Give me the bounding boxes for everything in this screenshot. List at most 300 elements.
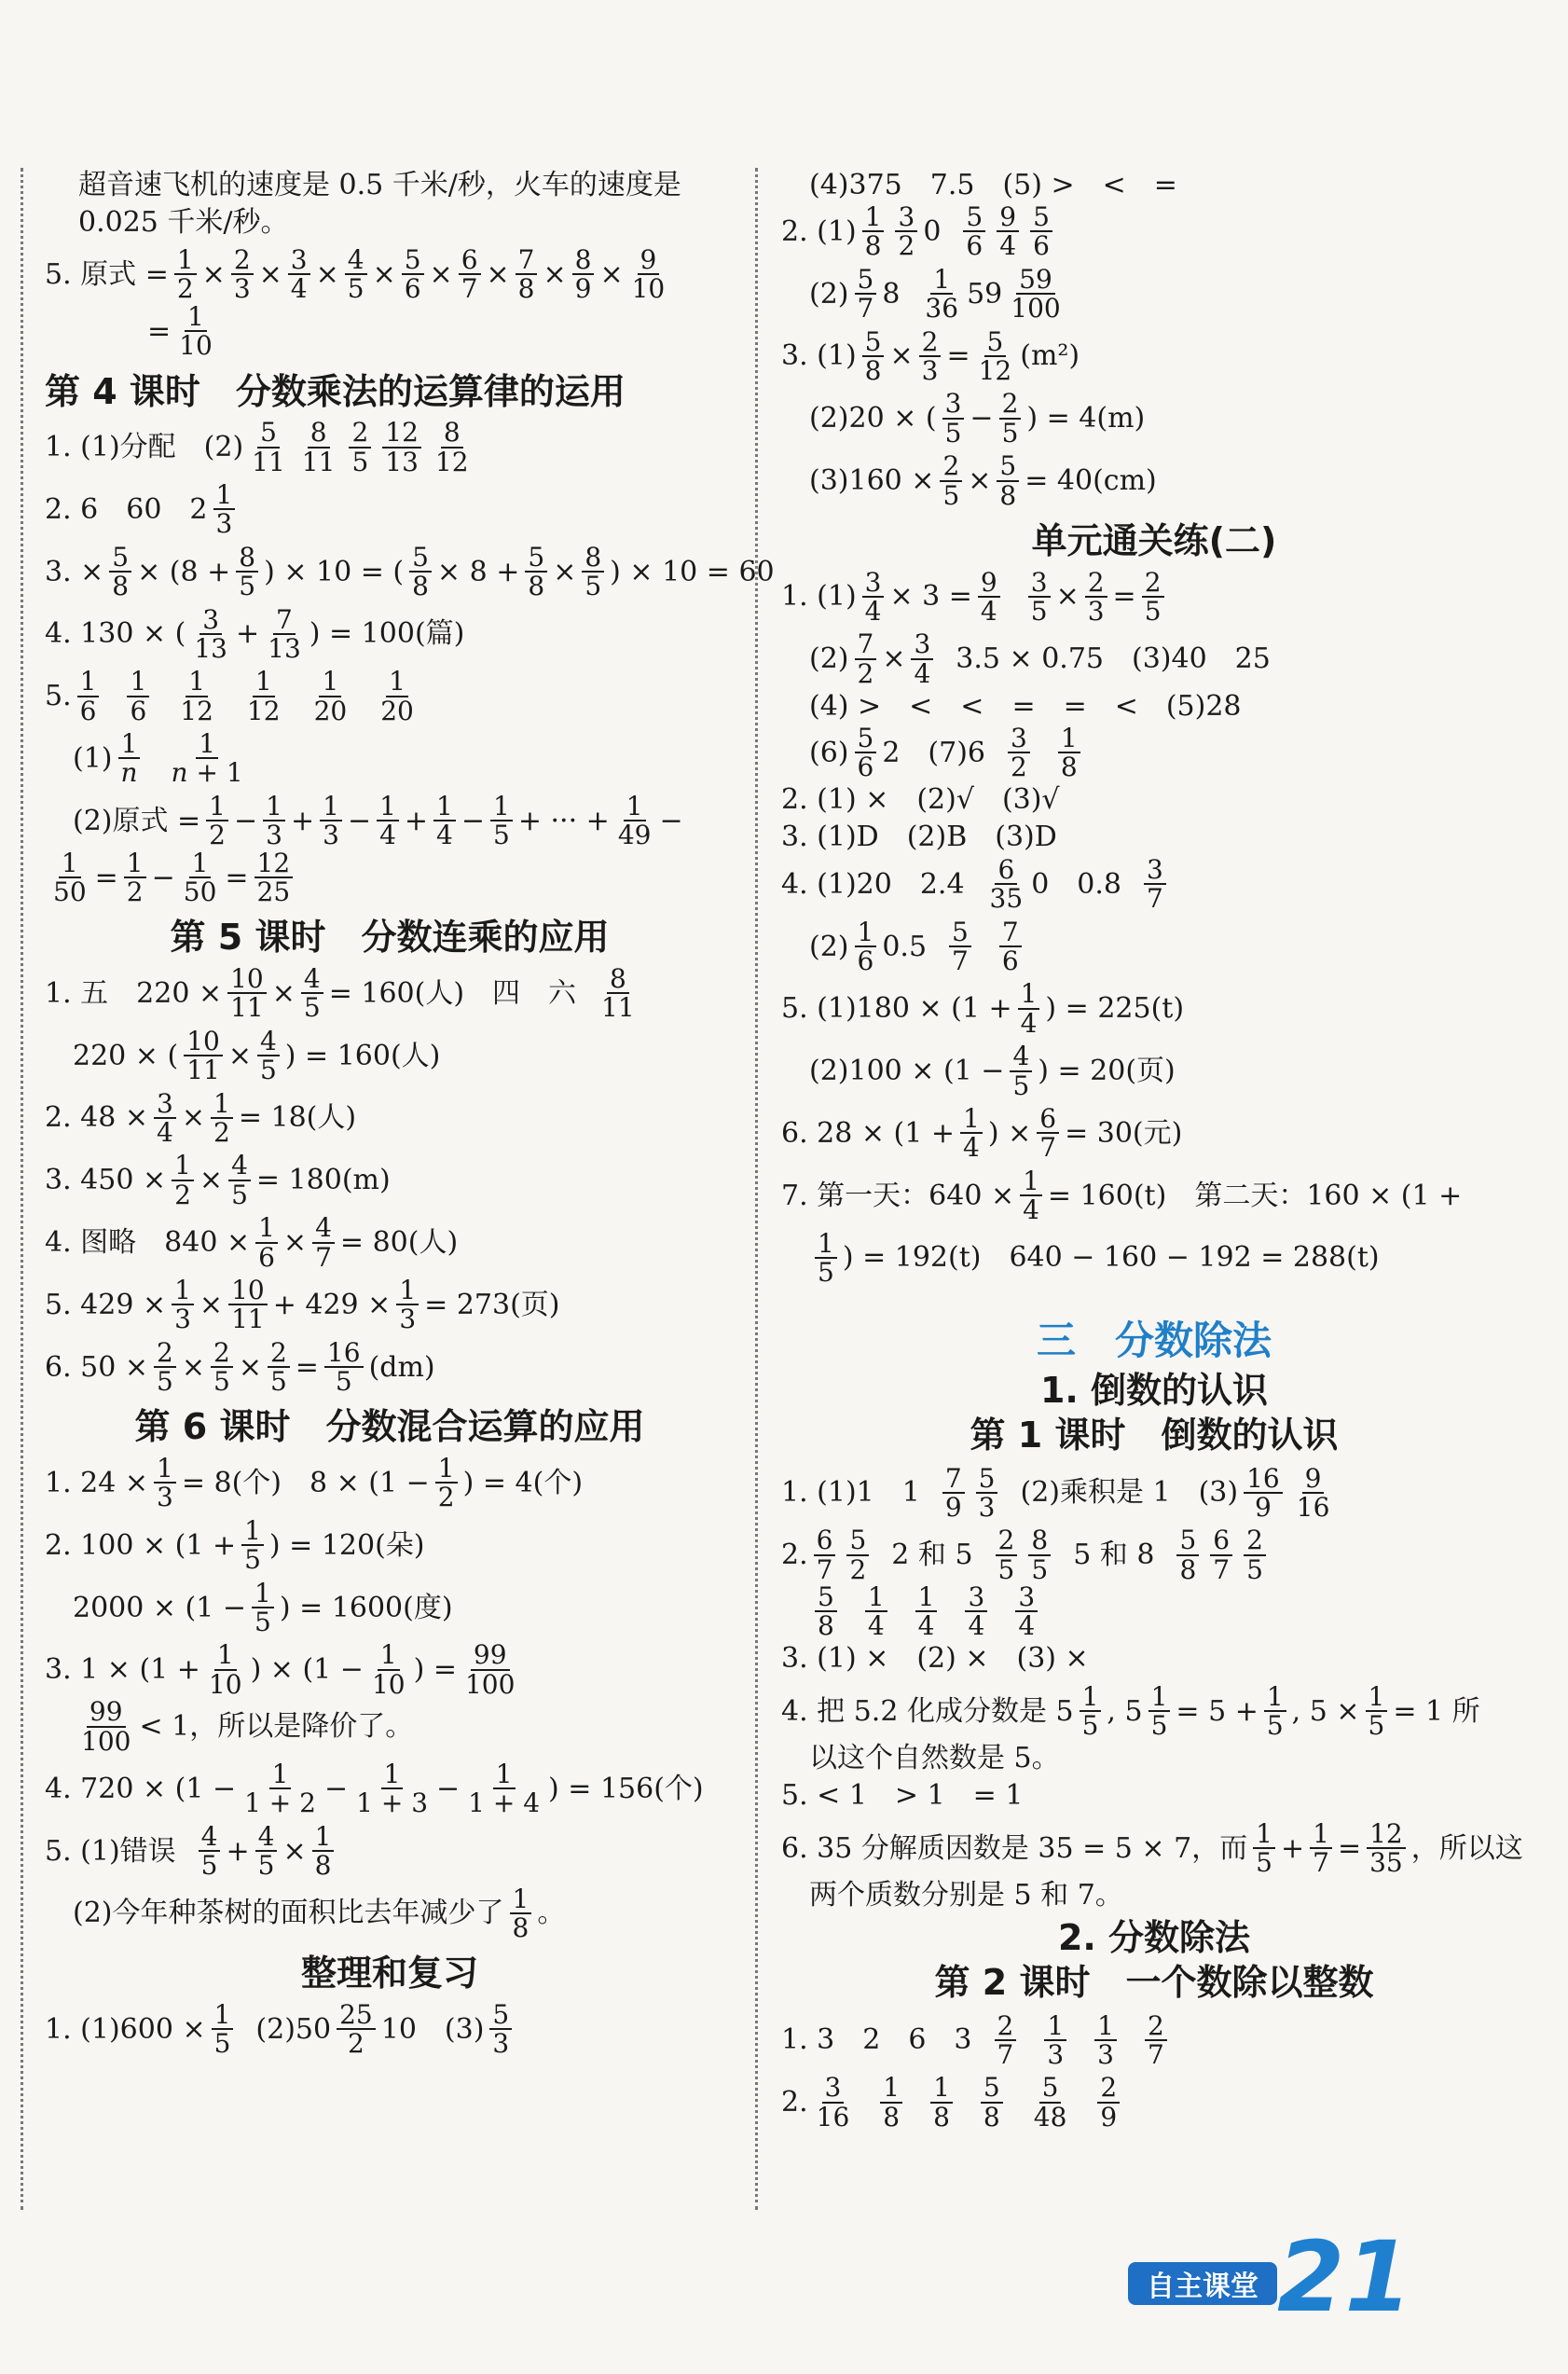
fraction: $\frac{1}{3}$: [1044, 2012, 1066, 2069]
fraction: $\frac{5}{48}$: [1033, 2072, 1067, 2132]
answer-line: [45, 541, 775, 602]
fraction: $\frac{5}{3}$: [489, 2001, 512, 2058]
fraction: $\frac{1}{1 + 4}$: [468, 1758, 541, 1819]
fraction: $\frac{1}{6}$: [77, 668, 100, 725]
answer-line: [781, 166, 1527, 203]
fraction: $\frac{2}{5}$: [1244, 1526, 1266, 1583]
answer-text: 3. 1 × (1 +: [45, 1653, 200, 1687]
fraction: $\frac{5}{2}$: [846, 1526, 869, 1583]
answer-text: ) = 225(t): [1045, 992, 1185, 1026]
answer-text: 3. (1): [781, 339, 857, 373]
answer-line: [45, 668, 735, 725]
answer-text: 2. (1) × (2)√ (3)√: [781, 783, 1060, 817]
fraction: $\frac{10}{11}$: [227, 965, 267, 1022]
fraction: $\frac{8}{12}$: [434, 417, 469, 477]
answer-text: 2. 100 × (1 +: [45, 1528, 237, 1562]
answer-line: (3)160 × $\frac{2}{5}$ × $\frac{5}{8}$ = 40(cm): [809, 450, 1157, 511]
answer-text: = 5 +: [1176, 1694, 1259, 1728]
fraction: $\frac{5}{6}$: [1030, 203, 1052, 260]
fraction: $\frac{6}{7}$: [1037, 1105, 1059, 1162]
answer-line: [781, 1640, 1527, 1677]
answer-line: 6. 50 × $\frac{2}{5}$ × $\frac{2}{5}$ × $\frac{2}{5}$ = $\frac{16}{5}$ (dm): [45, 1336, 435, 1398]
answer-line: [781, 918, 1527, 975]
fraction: $\frac{5}{6}$: [963, 203, 985, 260]
answer-line: [45, 1641, 735, 1698]
answer-text: 1. (1): [781, 580, 857, 614]
fraction: $\frac{1}{49}$: [617, 790, 652, 851]
fraction: $\frac{1}{4}$: [1018, 980, 1040, 1037]
answer-line: 6. 35 分解质因数是 35 = 5 × 7，而 $\frac{1}{5}$ + $\frac{1}{7}$ = $\frac{12}{35}$ ，所以这: [781, 1817, 1523, 1879]
answer-line: [45, 419, 735, 476]
answer-text: ×: [553, 555, 577, 588]
fraction: $\frac{8}{5}$: [582, 544, 604, 600]
fraction: $\frac{6}{7}$: [814, 1526, 836, 1583]
answer-text: 1. (1)1 1: [781, 1476, 920, 1510]
subsection-title: 1. 倒数的认识: [1039, 1370, 1269, 1412]
fraction: $\frac{2}{5}$: [1142, 569, 1164, 626]
page-number: 21: [1277, 2220, 1412, 2334]
answer-text: (2)原式 =: [73, 804, 201, 837]
answer-text: 0: [923, 214, 942, 248]
fraction: $\frac{1}{5}$: [1148, 1683, 1171, 1740]
fraction: $\frac{1}{50}$: [183, 847, 217, 908]
fraction: $\frac{2}{3}$: [1085, 569, 1107, 626]
fraction: $\frac{1}{8}$: [510, 1885, 532, 1942]
answer-text: 5. 429 ×: [45, 1288, 167, 1321]
answer-text: 3. (1) × (2) × (3) ×: [781, 1642, 1089, 1676]
fraction: $\frac{1}{8}$: [1058, 725, 1080, 781]
answer-text: 1. 五 220 ×: [45, 976, 223, 1010]
fraction: $\frac{1}{8}$: [312, 1823, 335, 1880]
answer-line: 4. 图略 840 × $\frac{1}{6}$ × $\frac{4}{7}$ = 80(人): [45, 1212, 459, 1273]
answer-text: =: [147, 314, 172, 348]
answer-text: 0.5: [882, 930, 928, 963]
fraction: $\frac{2}{5}$: [154, 1339, 176, 1396]
answer-line: [781, 853, 1527, 915]
fraction: $\frac{3}{2}$: [895, 203, 917, 260]
fraction: $\frac{1}{5}$: [252, 1580, 274, 1636]
fraction: $\frac{3}{4}$: [288, 246, 310, 303]
fraction: $\frac{4}{5}$: [1010, 1042, 1032, 1099]
fraction: $\frac{99}{100}$: [464, 1639, 516, 1700]
answer-text: 220 × (: [73, 1039, 179, 1072]
answer-text: 7. 第一天：640 ×: [781, 1179, 1015, 1212]
fraction: $\frac{2}{9}$: [1097, 2074, 1120, 2131]
fraction: $\frac{1}{50}$: [53, 847, 87, 908]
answer-line: [781, 1876, 1527, 1913]
fraction: $\frac{2}{7}$: [1145, 2012, 1167, 2069]
dotted-divider-left: [21, 168, 23, 2210]
fraction: $\frac{3}{4}$: [1015, 1583, 1038, 1640]
fraction: $\frac{99}{100}$: [81, 1696, 131, 1757]
answer-text: 5. (1)180 × (1 +: [781, 992, 1012, 1026]
answer-text: × 8 +: [436, 555, 520, 588]
answer-line: [781, 819, 1527, 856]
answer-text: 6. 35 分解质因数是 35 = 5 × 7，而: [781, 1831, 1248, 1865]
answer-text: 2 和 5: [891, 1539, 973, 1572]
fraction: $\frac{3}{7}$: [1144, 856, 1166, 913]
answer-line: [781, 263, 1527, 324]
fraction: $\frac{1}{4}$: [1020, 1167, 1042, 1224]
answer-text: ) = 20(页): [1038, 1055, 1176, 1088]
fraction: $\frac{5}{8}$: [815, 1583, 837, 1640]
answer-line: [781, 725, 1527, 781]
fraction: $\frac{5}{7}$: [855, 266, 877, 323]
answer-text: < 1，所以是降价了。: [139, 1710, 414, 1744]
fraction: $\frac{2}{7}$: [995, 2012, 1017, 2069]
answer-line: [45, 1885, 735, 1942]
answer-text: ) × 10 = 60: [610, 555, 775, 588]
answer-text: = 273(页): [424, 1288, 560, 1321]
answer-line: 4. 把 5.2 化成分数是 5 $\frac{1}{5}$ , 5 $\frac{1}{5}$ = 5 + $\frac{1}{5}$ , 5 × $\frac{1}{5}$ = 1 所: [781, 1680, 1480, 1742]
answer-text: (2)50: [255, 2012, 332, 2046]
answer-line: [781, 2009, 1527, 2070]
fraction: $\frac{6}{7}$: [1210, 1526, 1232, 1583]
section-heading: 第 4 课时 分数乘法的运算律的运用: [45, 370, 626, 412]
answer-line: [781, 1167, 1527, 1224]
answer-line: 6. 28 × (1 + $\frac{1}{4}$ ) × $\frac{6}{7}$ = 30(元): [781, 1102, 1183, 1164]
answer-text: (2)今年种茶树的面积比去年减少了: [73, 1897, 504, 1930]
answer-text: ) = 160(人): [284, 1039, 441, 1072]
section-heading: 第 6 课时 分数混合运算的应用: [134, 1406, 645, 1448]
fraction: $\frac{6}{35}$: [989, 853, 1024, 915]
answer-text: 3. (1)D (2)B (3)D: [781, 821, 1057, 854]
answer-line: [781, 1227, 1527, 1288]
fraction: $\frac{3}{5}$: [942, 390, 965, 447]
fraction: $\frac{1}{4}$: [865, 1583, 887, 1640]
section-heading: 第 2 课时 一个数除以整数: [934, 1962, 1374, 2003]
answer-text: 3. 450 ×: [45, 1164, 167, 1197]
fraction: $\frac{5}{12}$: [978, 325, 1012, 386]
fraction: $\frac{7}{6}$: [999, 918, 1022, 975]
answer-text: ，所以这: [1410, 1831, 1523, 1865]
answer-text: ) = 100(篇): [309, 617, 465, 651]
answer-text: 2 (7)6: [882, 736, 985, 769]
answer-text: 以这个自然数是 5。: [809, 1742, 1060, 1775]
fraction: $\frac{2}{3}$: [231, 246, 254, 303]
fraction: $\frac{16}{9}$: [1244, 1465, 1283, 1522]
fraction: $\frac{1}{2}$: [211, 1090, 233, 1147]
fraction: $\frac{3}{2}$: [1008, 725, 1030, 781]
answer-line: [45, 1698, 735, 1755]
fraction: $\frac{5}{6}$: [855, 725, 877, 781]
answer-text: 2.: [781, 2086, 808, 2119]
fraction: $\frac{12}{35}$: [1367, 1820, 1406, 1877]
answer-text: (1): [73, 741, 113, 775]
answer-text: ) × 10 = (: [264, 555, 405, 588]
fraction: $\frac{4}{5}$: [345, 246, 367, 303]
fraction: $\frac{5}{8}$: [409, 544, 432, 600]
answer-text: 1. 24 ×: [45, 1466, 149, 1499]
answer-text: (4) > < < = = < (5)28: [809, 689, 1242, 723]
fraction: $\frac{10}{11}$: [184, 1028, 223, 1084]
fraction: $\frac{2}{3}$: [919, 328, 942, 385]
fraction: $\frac{7}{13}$: [268, 603, 301, 664]
answer-line: [781, 1462, 1527, 1523]
answer-text: 2. 6 60 2: [45, 492, 208, 526]
answer-text: 59: [967, 277, 1003, 311]
fraction: $\frac{1}{12}$: [180, 666, 213, 726]
fraction: $\frac{5}{8}$: [525, 544, 547, 600]
fraction: $\frac{1}{3}$: [172, 1277, 194, 1333]
answer-line: 3. 450 × $\frac{1}{2}$ × $\frac{4}{5}$ = 180(m): [45, 1150, 391, 1210]
fraction: $\frac{1}{4}$: [960, 1105, 983, 1162]
answer-line: [45, 603, 735, 664]
fraction: $\frac{1}{3}$: [396, 1277, 419, 1333]
fraction: $\frac{4}{5}$: [257, 1028, 280, 1084]
answer-text: 3.5 × 0.75 (3)40 25: [956, 642, 1271, 676]
fraction: $\frac{2}{5}$: [268, 1339, 290, 1396]
subsection-title: 2. 分数除法: [1057, 1917, 1251, 1959]
fraction: $\frac{3}{4}$: [911, 630, 933, 687]
fraction: $\frac{5}{8}$: [997, 452, 1019, 509]
answer-text: = 18(人): [238, 1101, 357, 1135]
answer-text: 2.: [781, 1539, 808, 1572]
answer-line: [45, 1577, 735, 1638]
fraction: $\frac{1}{4}$: [377, 793, 399, 849]
answer-line: [781, 1740, 1527, 1777]
fraction: $\frac{1}{20}$: [380, 666, 414, 726]
fraction: $\frac{2}{5}$: [940, 452, 962, 509]
fraction: $\frac{1}{5}$: [815, 1230, 837, 1287]
answer-text: ) = 4(m): [1026, 402, 1146, 435]
answer-line: [781, 980, 1527, 1037]
fraction: $\frac{1}{10}$: [208, 1639, 242, 1700]
fraction: $\frac{5}{3}$: [976, 1465, 998, 1522]
fraction: $\frac{1}{2}$: [174, 246, 197, 303]
fraction: $\frac{1}{n}$: [118, 730, 141, 787]
fraction: $\frac{1}{5}$: [1080, 1683, 1102, 1740]
answer-text: 4. (1)20 2.4: [781, 867, 965, 901]
answer-line: [45, 300, 735, 362]
answer-text: 5 和 8: [1073, 1539, 1155, 1572]
answer-line: (2) $\frac{7}{2}$ × $\frac{3}{4}$ 3.5 × 0.75 (3)40 25: [809, 628, 1271, 689]
fraction: $\frac{9}{4}$: [997, 203, 1019, 260]
fraction: $\frac{1}{n + 1}$: [171, 728, 243, 789]
answer-line: [781, 781, 1527, 819]
answer-text: 3. ×: [45, 555, 104, 588]
answer-line: [45, 1998, 735, 2060]
answer-text: = 30(元): [1065, 1116, 1183, 1150]
answer-text: (dm): [368, 1350, 435, 1384]
answer-text: 5. 原式 =: [45, 257, 169, 291]
answer-text: = 40(cm): [1025, 464, 1157, 498]
fraction: $\frac{5}{11}$: [252, 417, 285, 477]
fraction: $\frac{1}{4}$: [915, 1583, 938, 1640]
answer-line: 3. (1) $\frac{5}{8}$ × $\frac{2}{3}$ = $\frac{5}{12}$ (m²): [781, 325, 1080, 386]
fraction: $\frac{1}{3}$: [1094, 2012, 1117, 2069]
answer-text: = 160(t) 第二天：160 × (1 +: [1047, 1179, 1463, 1212]
chapter-title: 三 分数除法: [1036, 1318, 1272, 1364]
fraction: $\frac{1}{36}$: [925, 263, 959, 324]
answer-text: (2): [809, 277, 849, 311]
fraction: $\frac{1}{5}$: [241, 1517, 264, 1574]
fraction: $\frac{12}{13}$: [382, 419, 421, 476]
fraction: $\frac{1}{6}$: [255, 1214, 278, 1271]
fraction: $\frac{1}{5}$: [490, 793, 513, 849]
fraction: $\frac{59}{100}$: [1011, 263, 1061, 324]
fraction: $\frac{9}{16}$: [1296, 1462, 1330, 1523]
answer-text: ) = 4(个): [462, 1466, 584, 1499]
answer-text: ) = 120(朵): [268, 1528, 425, 1562]
fraction: $\frac{1}{5}$: [1366, 1683, 1388, 1740]
fraction: $\frac{9}{4}$: [978, 569, 1000, 626]
section-heading: 单元通关练(二): [1031, 519, 1277, 561]
answer-line: [45, 478, 735, 540]
fraction: $\frac{1}{8}$: [880, 2074, 902, 2131]
answer-text: 5. < 1 > 1 = 1: [781, 1779, 1024, 1813]
fraction: $\frac{8}{9}$: [572, 246, 595, 303]
answer-line: [781, 203, 1527, 260]
answer-text: ) = 192(t) 640 − 160 − 192 = 288(t): [842, 1241, 1380, 1275]
answer-text: 超音速飞机的速度是 0.5 千米/秒，火车的速度是: [78, 168, 681, 201]
fraction: $\frac{3}{16}$: [816, 2072, 850, 2132]
fraction: $\frac{3}{4}$: [965, 1583, 987, 1640]
answer-line: 1. (1) $\frac{3}{4}$ × 3 = $\frac{9}{4}$ $\frac{3}{5}$ × $\frac{2}{3}$ = $\frac{2}{5}$: [781, 569, 1527, 626]
fraction: $\frac{6}{7}$: [459, 246, 481, 303]
answer-text: × 3 =: [889, 580, 972, 614]
fraction: $\frac{5}{8}$: [981, 2074, 1003, 2131]
fraction: $\frac{1}{3}$: [213, 481, 236, 538]
answer-text: (3)160 ×: [809, 464, 935, 498]
fraction: $\frac{5}{7}$: [949, 918, 971, 975]
answer-text: = 160(人) 四 六: [328, 976, 577, 1010]
fraction: $\frac{1}{5}$: [1253, 1820, 1275, 1877]
answer-line: [781, 2074, 1527, 2131]
series-label: 自主课堂: [1128, 2262, 1277, 2305]
answer-text: 6. 28 × (1 +: [781, 1116, 956, 1150]
fraction: $\frac{4}{7}$: [312, 1214, 335, 1271]
fraction: $\frac{1}{5}$: [212, 2001, 234, 2058]
fraction: $\frac{4}{5}$: [301, 965, 323, 1022]
answer-text: 4. 把 5.2 化成分数是 5: [781, 1694, 1074, 1728]
answer-text: 1. (1)分配 (2): [45, 431, 244, 464]
fraction: $\frac{1}{5}$: [1264, 1683, 1286, 1740]
fraction: $\frac{25}{2}$: [337, 2001, 376, 2058]
fraction: $\frac{8}{5}$: [1028, 1526, 1051, 1583]
fraction: $\frac{7}{9}$: [942, 1465, 965, 1522]
answer-line: (2)原式 = $\frac{1}{2}$ − $\frac{1}{3}$ + $\frac{1}{3}$ − $\frac{1}{4}$ + $\frac{1}{4}$ − $\frac{1}{5}$ + ··· + $\frac{1}{49}$ −: [73, 790, 683, 851]
fraction: $\frac{3}{4}$: [154, 1090, 176, 1147]
answer-text: ) =: [413, 1653, 457, 1687]
answer-text: + ··· +: [517, 804, 610, 837]
answer-text: 5.: [45, 680, 72, 713]
answer-text: (2)100 × (1 −: [809, 1055, 1005, 1088]
answer-line: 2. 48 × $\frac{3}{4}$ × $\frac{1}{2}$ = 18(人): [45, 1087, 357, 1148]
left-column: [45, 166, 775, 2060]
answer-text: (6): [809, 736, 849, 769]
answer-text: + 429 ×: [272, 1288, 392, 1321]
fraction: $\frac{1}{7}$: [1310, 1820, 1332, 1877]
answer-line: $\frac{1}{50}$ = $\frac{1}{2}$ − $\frac{1}{50}$ = $\frac{12}{25}$: [45, 849, 735, 906]
answer-line: [45, 730, 735, 787]
answer-text: (2): [809, 642, 849, 676]
fraction: $\frac{8}{11}$: [301, 417, 336, 477]
fraction: $\frac{3}{5}$: [1028, 569, 1051, 626]
fraction: $\frac{1}{6}$: [127, 668, 149, 725]
answer-text: 1. (1)600 ×: [45, 2012, 206, 2046]
fraction: $\frac{1}{1 + 3}$: [356, 1758, 429, 1819]
fraction: $\frac{8}{5}$: [236, 544, 258, 600]
section-heading: 第 1 课时 倒数的认识: [970, 1414, 1339, 1456]
answer-line: [45, 166, 735, 203]
answer-text: 8: [882, 277, 901, 311]
answer-text: 10 (3): [380, 2012, 485, 2046]
answer-text: = 80(人): [339, 1226, 459, 1260]
answer-text: 6. 50 ×: [45, 1350, 149, 1384]
section-heading: 第 5 课时 分数连乘的应用: [170, 917, 610, 959]
fraction: $\frac{1}{8}$: [862, 203, 885, 260]
answer-line: [781, 687, 1527, 725]
answer-text: = 1 所: [1393, 1694, 1480, 1728]
fraction: $\frac{9}{10}$: [631, 244, 666, 305]
answer-text: 5. (1)错误: [45, 1834, 176, 1868]
answer-text: ) = 156(个): [548, 1772, 704, 1805]
fraction: $\frac{3}{4}$: [862, 569, 885, 626]
answer-text: 4. 720 × (1 −: [45, 1772, 237, 1805]
answer-text: × (8 +: [137, 555, 231, 588]
answer-text: (m²): [1020, 339, 1080, 373]
answer-text: 两个质数分别是 5 和 7。: [809, 1878, 1123, 1912]
answer-line: 1. 五 220 × $\frac{10}{11}$ × $\frac{4}{5}$ = 160(人) 四 六 $\frac{8}{11}$: [45, 965, 735, 1022]
fraction: $\frac{8}{11}$: [601, 963, 635, 1024]
fraction: $\frac{1}{8}$: [930, 2074, 953, 2131]
section-heading: 整理和复习: [300, 1953, 478, 1994]
fraction: $\frac{16}{5}$: [324, 1339, 364, 1396]
fraction: $\frac{1}{1 + 2}$: [244, 1758, 316, 1819]
answer-text: +: [235, 617, 260, 651]
answer-line: 220 × ( $\frac{10}{11}$ × $\frac{4}{5}$ ) = 160(人): [73, 1025, 441, 1086]
fraction: $\frac{1}{10}$: [179, 300, 213, 362]
fraction: $\frac{5}{6}$: [402, 246, 424, 303]
answer-text: = 8(个) 8 × (1 −: [181, 1466, 430, 1499]
dotted-divider-middle: [755, 168, 758, 2210]
fraction: $\frac{1}{3}$: [154, 1455, 176, 1511]
answer-text: 。: [537, 1897, 566, 1930]
fraction: $\frac{4}{5}$: [228, 1152, 251, 1208]
fraction: $\frac{1}{6}$: [855, 918, 877, 975]
fraction: $\frac{1}{2}$: [206, 793, 228, 849]
answer-text: 0 0.8: [1031, 867, 1121, 901]
fraction: $\frac{2}{5}$: [996, 1526, 1018, 1583]
answer-text: 0.025 千米/秒。: [78, 205, 289, 239]
fraction: $\frac{4}{5}$: [199, 1823, 221, 1880]
answer-text: 4. 图略 840 ×: [45, 1226, 251, 1260]
answer-text: = 180(m): [255, 1164, 391, 1197]
answer-text: 2. 48 ×: [45, 1101, 149, 1135]
answer-text: 1. 3 2 6 3: [781, 2023, 972, 2057]
answer-text: (2)乘积是 1 (3): [1020, 1476, 1239, 1510]
answer-line: 4. 720 × (1 − $\frac{1}{1 + 2}$ − $\frac{1}{1 + 3}$ − $\frac{1}{1 + 4}$ ) = 156(个): [45, 1758, 704, 1819]
right-column: [781, 166, 1527, 2131]
fraction: $\frac{1}{3}$: [263, 793, 285, 849]
fraction: $\frac{2}{5}$: [999, 390, 1022, 447]
answer-text: 2000 × (1 −: [73, 1591, 247, 1624]
answer-line: [45, 1514, 735, 1576]
fraction: $\frac{1}{2}$: [435, 1455, 458, 1511]
answer-line: 5. 原式 = $\frac{1}{2}$ × $\frac{2}{3}$ × $\frac{3}{4}$ × $\frac{4}{5}$ × $\frac{5}{6}$ × $\frac{6}{7}$ × $\frac{7}{8}$ × $\frac{8}{9}$ × $\frac{9}{10}$: [45, 246, 735, 303]
answer-text: (2)20 × (: [809, 402, 937, 435]
fraction: $\frac{5}{8}$: [1176, 1526, 1199, 1583]
answer-text: 4. 130 × (: [45, 617, 186, 651]
fraction: $\frac{7}{8}$: [516, 246, 538, 303]
fraction: $\frac{1}{2}$: [124, 849, 146, 906]
answer-line: [45, 1455, 735, 1511]
fraction: $\frac{7}{2}$: [855, 630, 877, 687]
answer-line: 5. 429 × $\frac{1}{3}$ × $\frac{10}{11}$ + 429 × $\frac{1}{3}$ = 273(页): [45, 1274, 560, 1335]
answer-text: (2): [809, 930, 849, 963]
answer-text: ) = 1600(度): [279, 1591, 453, 1624]
